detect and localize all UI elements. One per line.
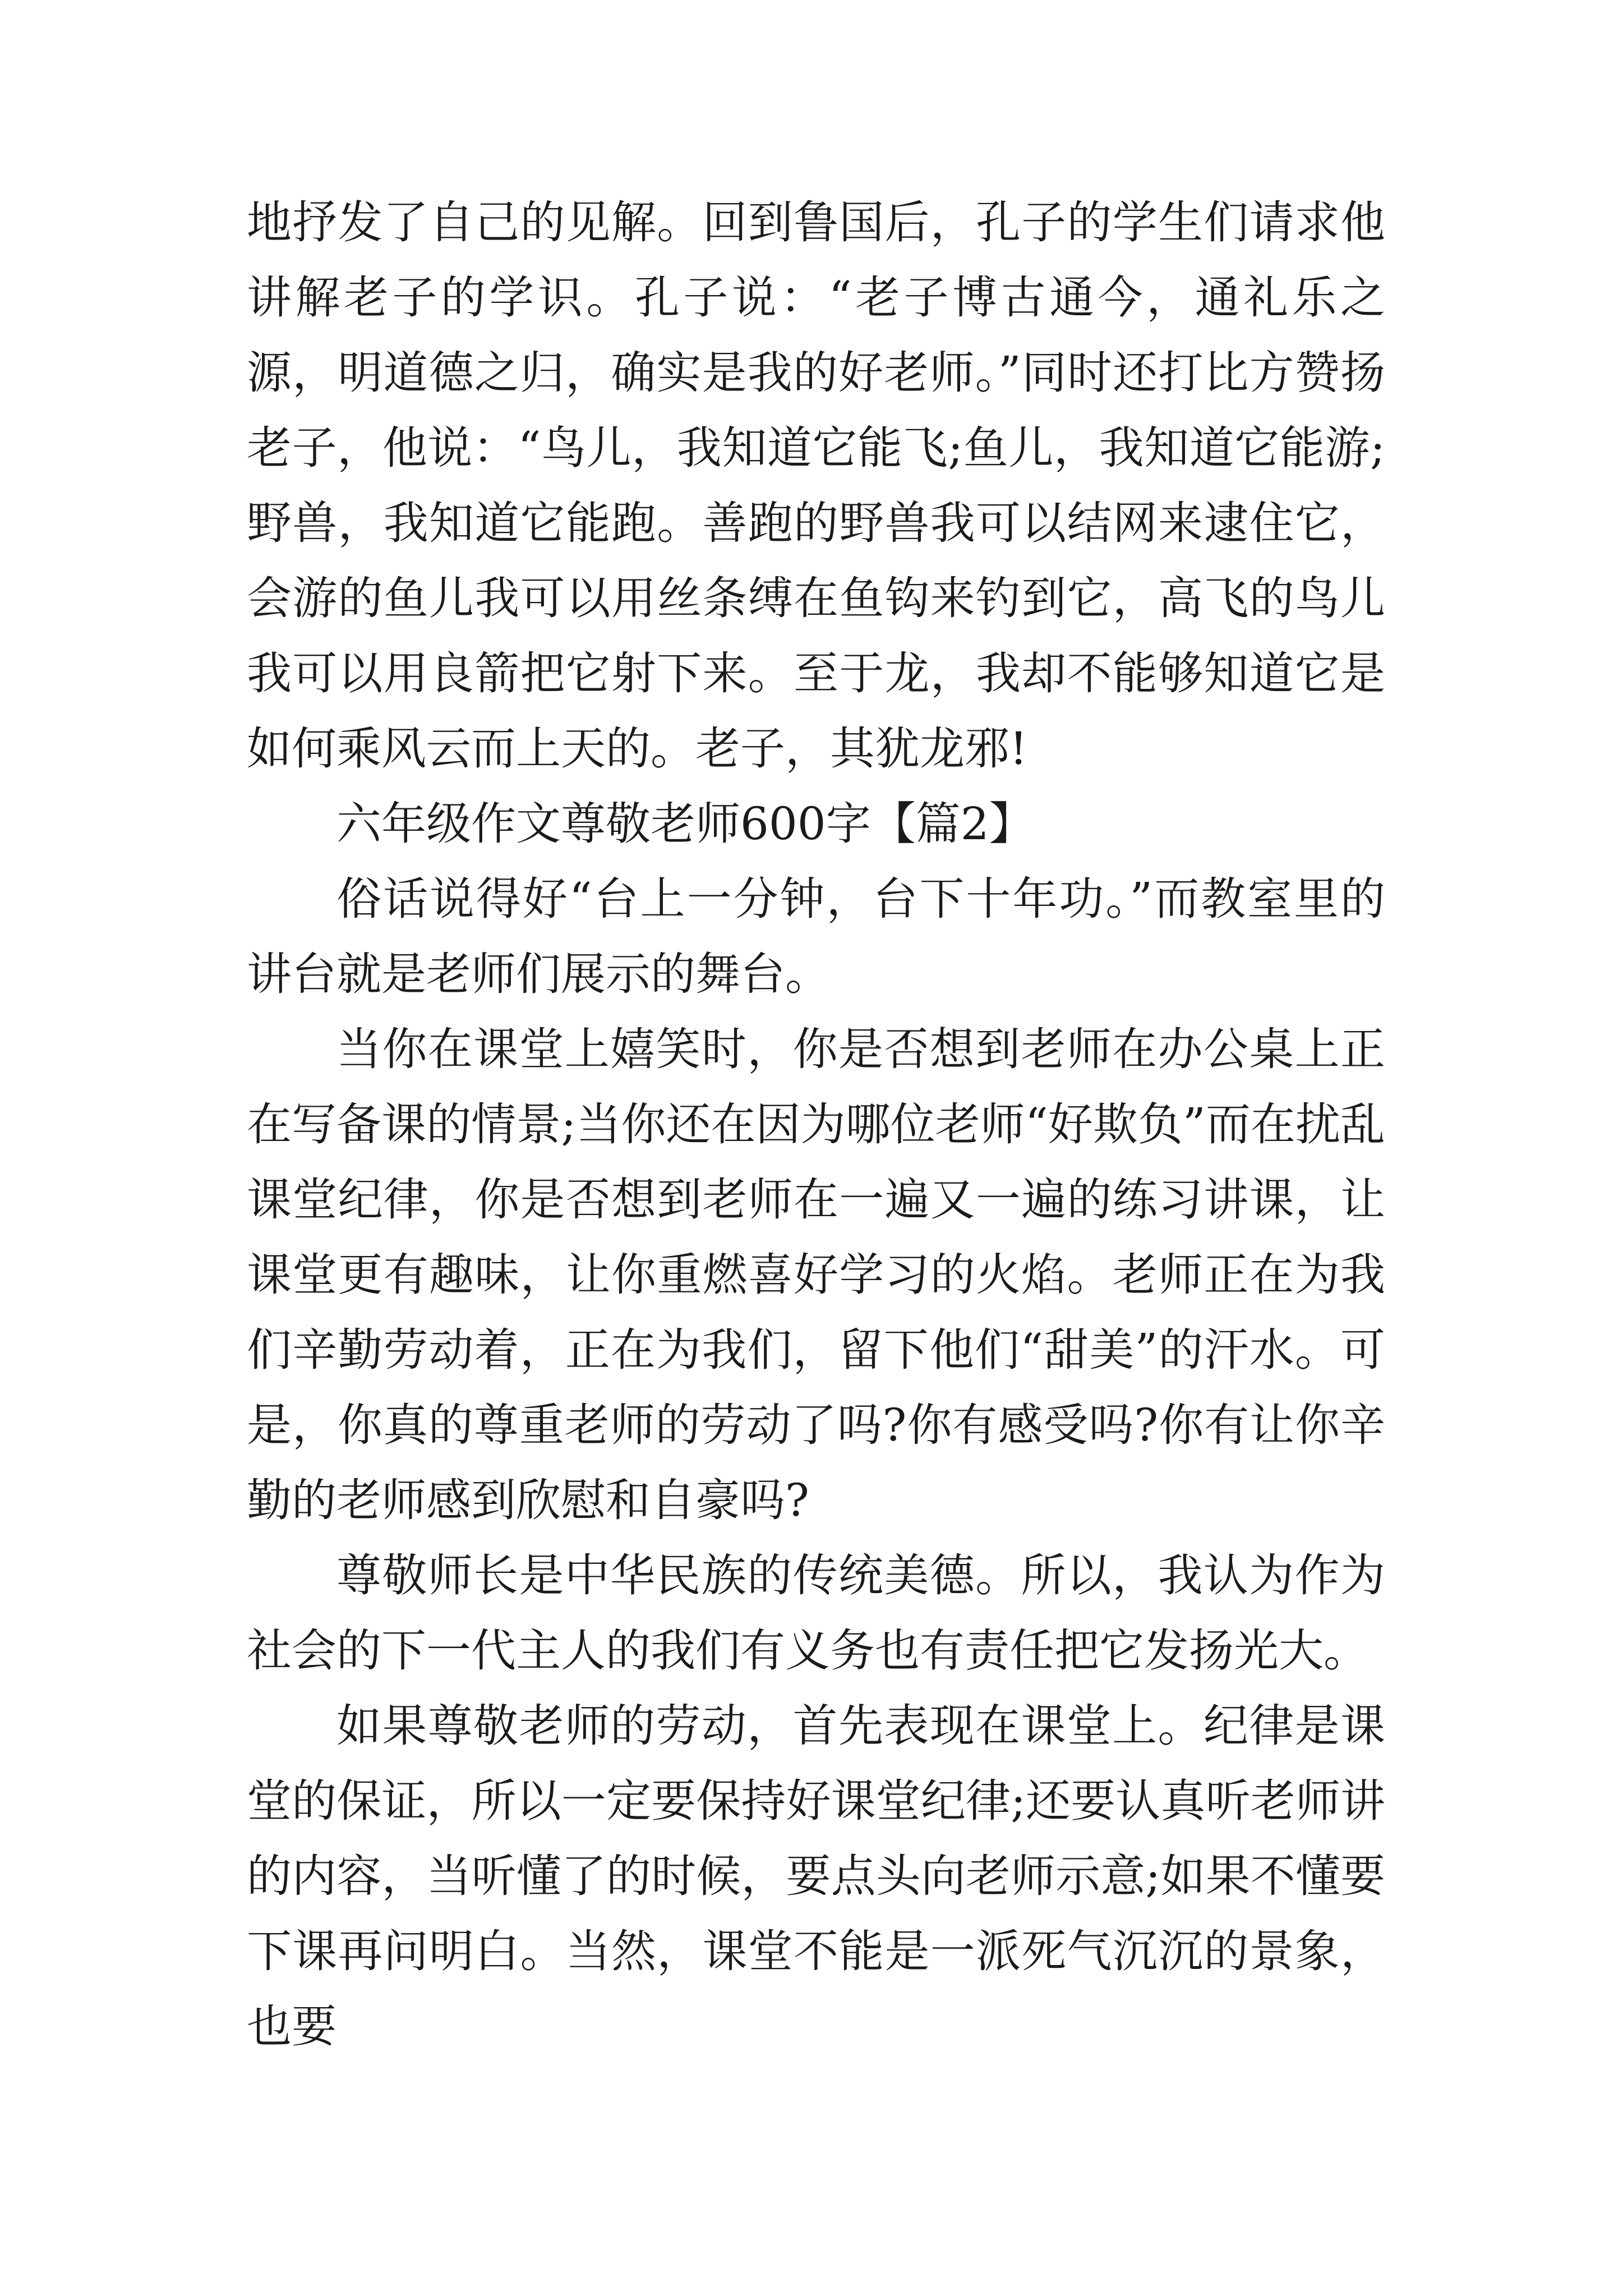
paragraph-4: 如果尊敬老师的劳动，首先表现在课堂上。纪律是课堂的保证，所以一定要保持好课堂纪律;还要认真听老师讲的内容，当听懂了的时候，要点头向老师示意;如果不懂要下课再问明白。当然，课堂不能是一派死气沉沉的景象，也要 bbox=[247, 1700, 1385, 2053]
paragraph-2: 当你在课堂上嬉笑时，你是否想到老师在办公桌上正在写备课的情景;当你还在因为哪位老师“好欺负”而在扰乱课堂纪律，你是否想到老师在一遍又一遍的练习讲课，让课堂更有趣味，让你重燃喜好学习的火焰。老师正在为我们辛勤劳动着，正在为我们，留下他们“甜美”的汗水。可是，你真的尊重老师的劳动了吗?你有感受吗?你有让你辛勤的老师感到欣慰和自豪吗? bbox=[247, 1023, 1385, 1526]
paragraph-continuation: 地抒发了自己的见解。回到鲁国后，孔子的学生们请求他讲解老子的学识。孔子说：“老子博古通今，通礼乐之源，明道德之归，确实是我的好老师。”同时还打比方赞扬老子，他说：“鸟儿，我知道它能飞;鱼儿，我知道它能游;野兽，我知道它能跑。善跑的野兽我可以结网来逮住它，会游的鱼儿我可以用丝条缚在鱼钩来钓到它，高飞的鸟儿我可以用良箭把它射下来。至于龙，我却不能够知道它是如何乘风云而上天的。老子，其犹龙邪! bbox=[247, 196, 1385, 775]
document-body bbox=[247, 185, 1385, 2064]
paragraph-3: 尊敬师长是中华民族的传统美德。所以，我认为作为社会的下一代主人的我们有义务也有责任把它发扬光大。 bbox=[247, 1549, 1385, 1677]
section-heading: 六年级作文尊敬老师600字【篇2】 bbox=[336, 798, 1034, 850]
paragraph-1: 俗话说得好“台上一分钟，台下十年功。”而教室里的讲台就是老师们展示的舞台。 bbox=[247, 873, 1385, 1000]
